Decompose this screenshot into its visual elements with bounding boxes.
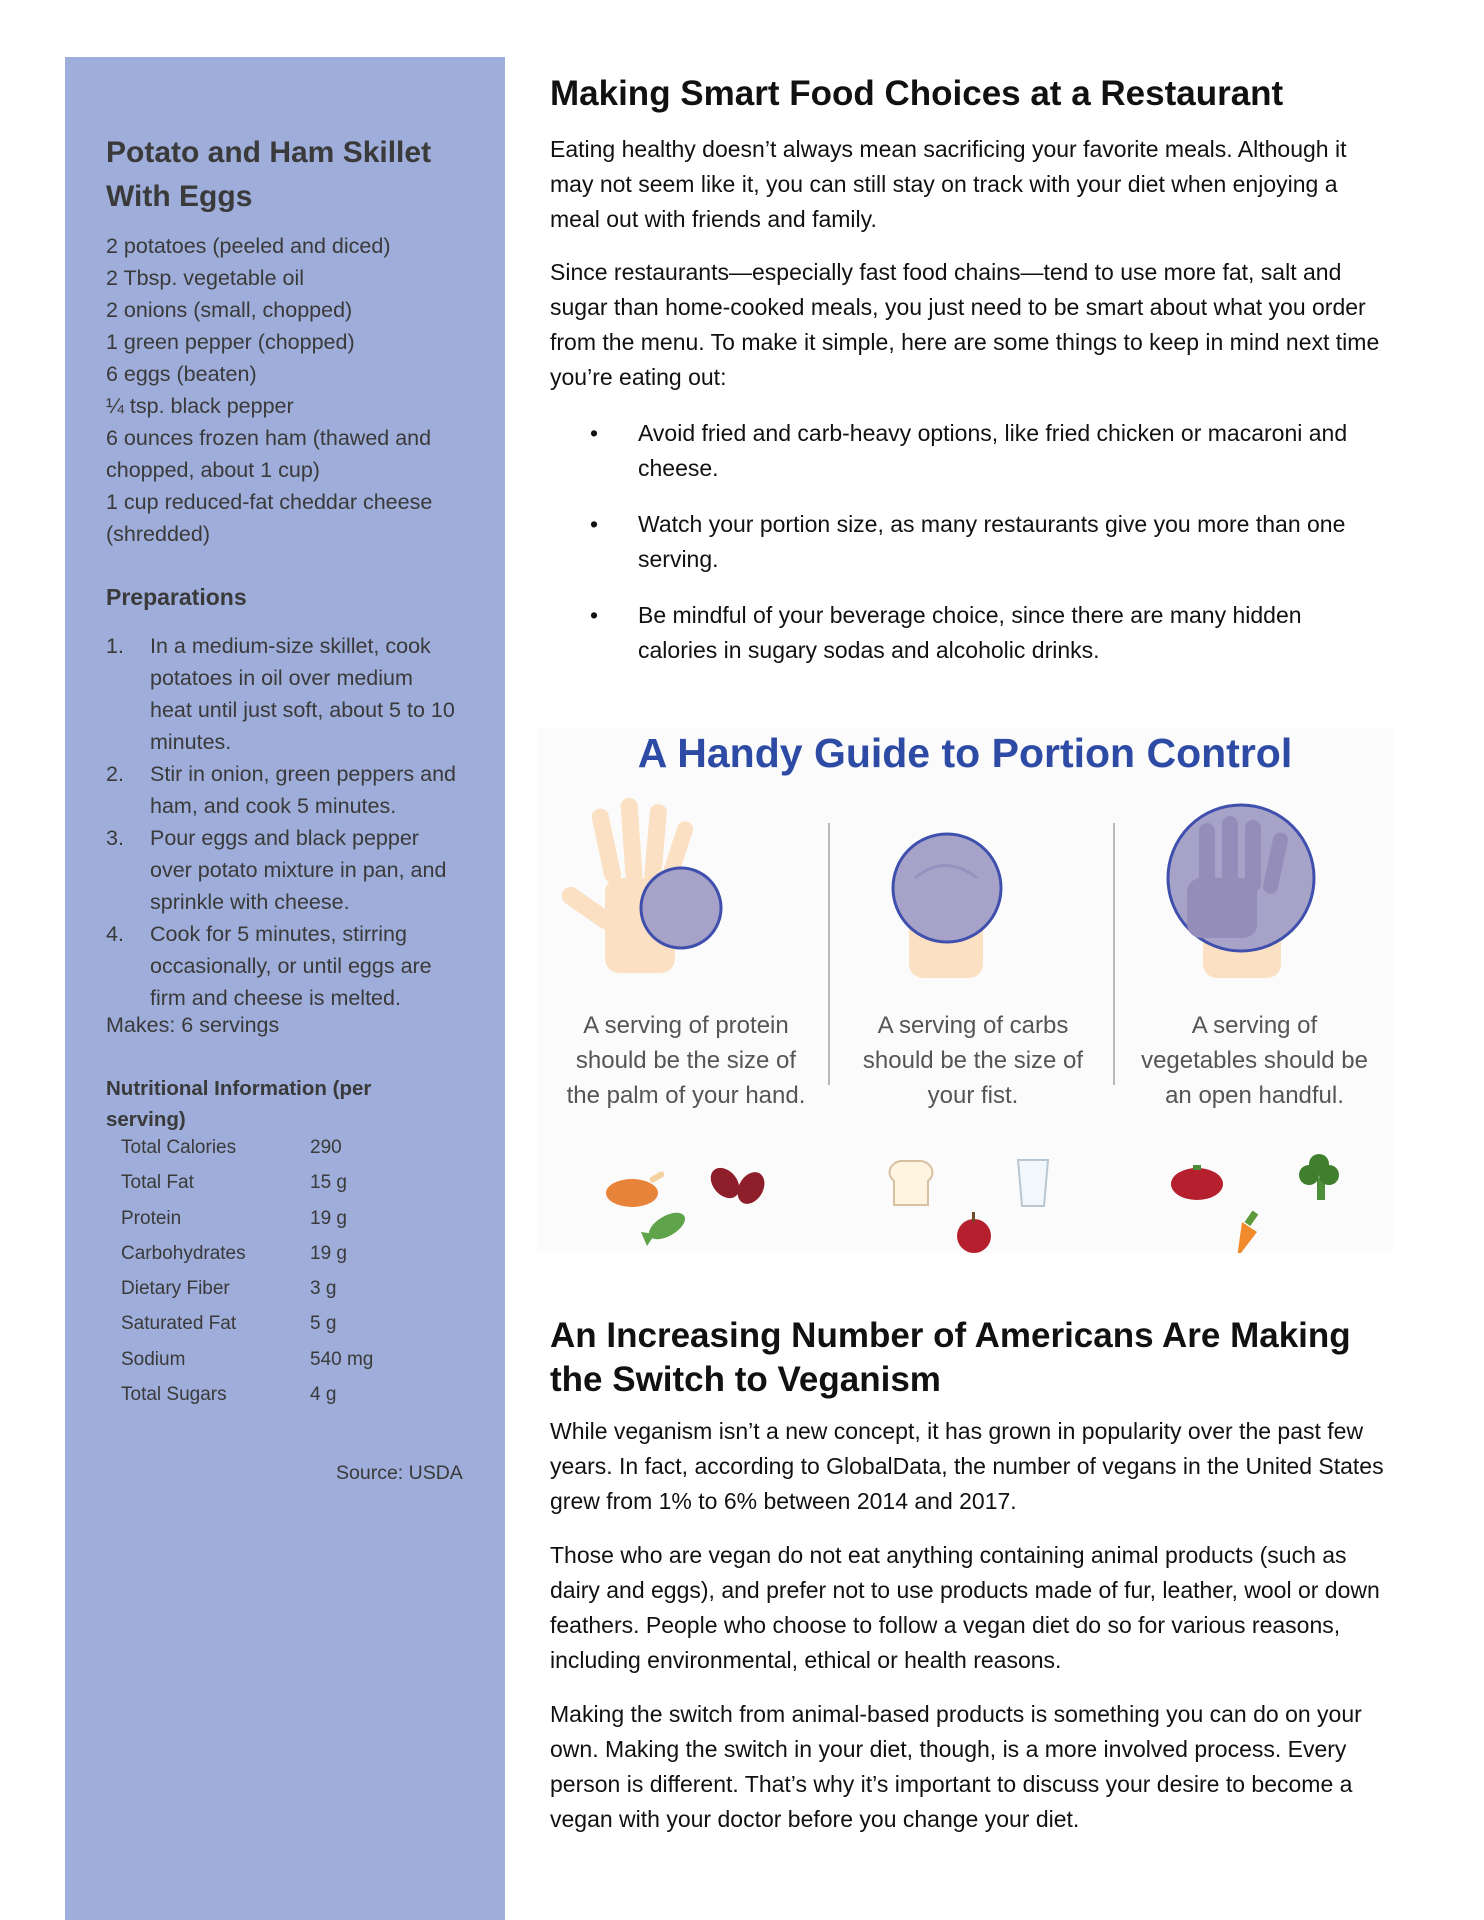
step-number: 2. [106,762,124,786]
divider [828,823,830,1085]
ingredient-item: 6 ounces frozen ham (thawed and chopped, about 1 cup) [106,426,432,482]
step-item [106,630,458,758]
carbs-caption: A serving of carbs should be the size of your fist. [862,1012,1084,1109]
step-text: In a medium-size skillet, cook potatoes in oil over medium heat until just soft, about 5 to 10 minutes. [150,634,455,754]
nutrient-value: 290 [310,1137,342,1158]
ingredient-item: ¼ tsp. black pepper [106,394,294,418]
step-text: Cook for 5 minutes, stirring occasionally, or until eggs are firm and cheese is melted. [150,922,432,1010]
article-paragraph: While veganism isn’t a new concept, it has grown in popularity over the past few years. In fact, according to GlobalData, the number of vegans in the United States grew from 1% to 6% between 2014 and 2017. [550,1418,1384,1514]
nutrition-row [121,1384,421,1419]
nutrient-value: 540 mg [310,1348,374,1370]
nutrient-label: Protein [121,1207,182,1229]
nutrient-value: 3 g [310,1278,337,1300]
preparations-heading: Preparations [106,584,247,610]
nutrient-value: 5 g [310,1313,337,1335]
tomato-icon [1171,1165,1223,1200]
article-paragraph: Since restaurants—especially fast food chains—tend to use more fat, salt and sugar than home-cooked meals, you just need to be smart about what you order from the menu. To make it simple, here are some things to keep in mind next time you’re eating out: [550,259,1380,390]
source-credit: Source: USDA [336,1462,463,1484]
tip-text: Be mindful of your beverage choice, since there are many hidden calories in sugary sodas and alcoholic drinks. [638,602,1302,663]
fish-icon [641,1207,689,1246]
nutrition-table [121,1137,421,1419]
apple-icon [957,1212,991,1253]
beans-icon [705,1162,770,1208]
article-title: Making Smart Food Choices at a Restaurant [550,74,1284,113]
step-item [106,822,458,918]
broccoli-icon [1299,1154,1339,1200]
tip-text: Avoid fried and carb-heavy options, like fried chicken or macaroni and cheese. [638,420,1348,481]
bread-icon [890,1161,933,1205]
vegetables-caption: A serving of vegetables should be an open handful. [1141,1012,1368,1109]
infographic-illustrations [537,728,1393,1253]
nutrient-label: Saturated Fat [121,1313,237,1335]
nutrient-value: 19 g [310,1207,347,1229]
tip-item [590,598,1370,668]
recipe-title: Potato and Ham Skillet With Eggs [106,136,432,213]
nutrient-label: Total Fat [121,1172,194,1194]
article-paragraph: Making the switch from animal-based products is something you can do on your own. Making the switch in your diet, though, is a more involved process. Every person is different. That’s why it’s important to discuss your desire to become a vegan with your doctor before you change your diet. [550,1701,1362,1832]
nutrient-label: Sodium [121,1348,186,1370]
step-number: 3. [106,826,124,850]
nutrition-row [121,1208,421,1243]
step-number: 4. [106,922,124,946]
nutrition-row [121,1349,421,1384]
ingredient-item: 1 green pepper (chopped) [106,330,355,354]
nutrient-label: Total Calories [121,1137,237,1158]
ingredient-item: 2 Tbsp. vegetable oil [106,266,305,290]
bullet-glyph: • [590,602,599,628]
carrot-icon [1237,1211,1258,1253]
nutrient-label: Carbohydrates [121,1242,246,1264]
nutrient-value: 4 g [310,1384,337,1406]
protein-caption: A serving of protein should be the size of the palm of your hand. [566,1012,806,1109]
nutrition-heading: Nutritional Information (per serving) [106,1077,372,1131]
nutrition-row [121,1278,421,1313]
hand-palm-icon [558,797,721,973]
infographic-title: A Handy Guide to Portion Control [637,730,1293,776]
step-item [106,758,458,822]
step-text: Pour eggs and black pepper over potato mixture in pan, and sprinkle with cheese. [150,826,447,914]
nutrition-row [121,1243,421,1278]
tips-list [590,416,1370,689]
ingredient-item: 2 potatoes (peeled and diced) [106,234,391,258]
article-title: An Increasing Number of Americans Are Making the Switch to Veganism [550,1316,1351,1399]
step-text: Stir in onion, green peppers and ham, and cook 5 minutes. [150,762,456,818]
nutrition-row [121,1137,421,1172]
ingredient-item: 6 eggs (beaten) [106,362,257,386]
ingredient-item: 1 cup reduced-fat cheddar cheese (shredded) [106,490,433,546]
nutrient-value: 19 g [310,1242,347,1264]
ingredients-list [106,230,466,550]
preparation-steps [106,630,458,1014]
portion-control-infographic [537,728,1393,1253]
nutrition-row [121,1313,421,1348]
fist-icon [893,834,1001,978]
ingredient-item: 2 onions (small, chopped) [106,298,353,322]
tip-item [590,507,1370,577]
glass-icon [1018,1160,1048,1206]
servings-text: Makes: 6 servings [106,1013,280,1037]
divider [1113,823,1115,1085]
nutrient-label: Total Sugars [121,1384,227,1406]
bullet-glyph: • [590,511,599,537]
nutrient-value: 15 g [310,1172,347,1194]
step-item [106,918,458,1014]
roast-chicken-icon [606,1170,665,1207]
tip-item [590,416,1370,486]
open-hand-icon [1168,805,1314,978]
bullet-glyph: • [590,420,599,446]
article-paragraph: Eating healthy doesn’t always mean sacrificing your favorite meals. Although it may not seem like it, you can still stay on track with your diet when enjoying a meal out with friends and family. [550,136,1347,232]
nutrient-label: Dietary Fiber [121,1278,230,1300]
step-number: 1. [106,634,124,658]
article-paragraph: Those who are vegan do not eat anything containing animal products (such as dairy and eggs), and prefer not to use products made of fur, leather, wool or down feathers. People who choose to follow a vegan diet do so for various reasons, including environmental, ethical or health reasons. [550,1542,1380,1673]
nutrition-row [121,1172,421,1207]
tip-text: Watch your portion size, as many restaurants give you more than one serving. [638,511,1346,572]
